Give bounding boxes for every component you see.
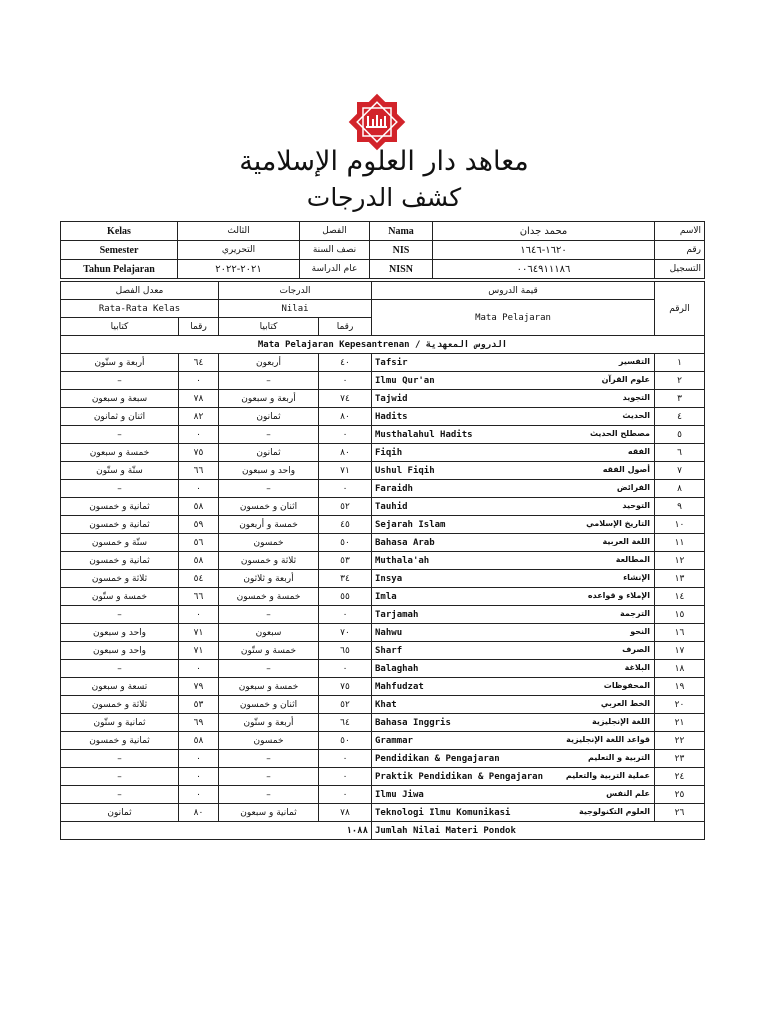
avg-words-cell: خمسة و سبعون: [61, 444, 179, 462]
grade-number-cell: ٥٣: [319, 552, 372, 570]
kelas-label: Kelas: [61, 222, 178, 241]
grade-words-cell: أربعون: [219, 354, 319, 372]
avg-number-cell: ٧٩: [179, 678, 219, 696]
table-row: [61, 696, 705, 714]
avg-words-cell: ستّة و خمسون: [61, 534, 179, 552]
row-number-cell: ٥: [655, 426, 705, 444]
subject-name-arabic: الترجمة: [620, 609, 651, 618]
table-row: [61, 498, 705, 516]
table-row: [61, 750, 705, 768]
subject-name-cell: [372, 696, 655, 714]
avg-number-cell: ٧١: [179, 642, 219, 660]
subject-name-cell: [372, 624, 655, 642]
table-row: [61, 732, 705, 750]
subject-name-latin: Ushul Fiqih: [375, 465, 435, 476]
nisn-ar-label: التسجيل: [655, 260, 705, 279]
nis-ar-label: رقم: [655, 241, 705, 260]
subject-name-latin: Ilmu Jiwa: [375, 789, 424, 800]
tahun-value: ٢٠٢١-٢٠٢٢: [178, 260, 300, 279]
grade-number-cell: ٧٥: [319, 678, 372, 696]
subject-name-arabic: الإنشاء: [623, 573, 651, 582]
subject-name-arabic: التربية و التعليم: [588, 753, 651, 762]
avg-words-cell: واحد و سبعون: [61, 642, 179, 660]
grade-number-cell: ٠: [319, 768, 372, 786]
grade-words-cell: ثمانون: [219, 444, 319, 462]
subject-name-latin: Imla: [375, 591, 397, 602]
subject-name-arabic: العلوم التكنولوجية: [578, 807, 651, 816]
avg-words-cell: ثمانية و خمسون: [61, 732, 179, 750]
grade-words-cell: أربعة و سبعون: [219, 390, 319, 408]
grade-number-cell: ٦٤: [319, 714, 372, 732]
subject-name-arabic: الفرائض: [616, 483, 651, 492]
subject-name-arabic: مصطلح الحديث: [589, 429, 651, 438]
grade-number-cell: ٧٨: [319, 804, 372, 822]
avg-number-cell: ٦٩: [179, 714, 219, 732]
grade-number-cell: ٠: [319, 660, 372, 678]
subject-name-arabic: المحفوظات: [603, 681, 651, 690]
subject-name-cell: [372, 498, 655, 516]
nama-label: Nama: [370, 222, 433, 241]
grade-words-cell: –: [219, 786, 319, 804]
row-number-cell: ١٥: [655, 606, 705, 624]
table-row: [61, 660, 705, 678]
grade-words-cell: –: [219, 426, 319, 444]
subject-name-cell: [372, 732, 655, 750]
avg-words-cell: –: [61, 660, 179, 678]
avg-words-cell: ثمانية و ستّون: [61, 714, 179, 732]
table-row: [61, 624, 705, 642]
avg-number-cell: ٠: [179, 750, 219, 768]
avg-number-cell: ٥٨: [179, 498, 219, 516]
row-number-cell: ١٨: [655, 660, 705, 678]
grade-words-cell: –: [219, 372, 319, 390]
subject-name-cell: [372, 354, 655, 372]
table-row: [61, 408, 705, 426]
page-subtitle: كشف الدرجات: [306, 183, 462, 212]
subject-name-arabic: قواعد اللغة الإنجليزية: [566, 735, 651, 744]
grade-number-cell: ٣٤: [319, 570, 372, 588]
subject-name-latin: Fiqih: [375, 447, 403, 458]
avg-words-cell: ستّة و ستّون: [61, 462, 179, 480]
row-number-cell: ٢٦: [655, 804, 705, 822]
subject-name-latin: Tafsir: [375, 357, 408, 368]
avg-words-cell: ثلاثة و خمسون: [61, 570, 179, 588]
subject-name-arabic: الإملاء و قواعده: [587, 591, 651, 600]
subject-name-arabic: عملية التربية والتعليم: [565, 771, 651, 780]
avg-number-cell: ٧٥: [179, 444, 219, 462]
grade-words-cell: ثلاثة و خمسون: [219, 552, 319, 570]
grade-number-cell: ٠: [319, 786, 372, 804]
grade-number-cell: ٧١: [319, 462, 372, 480]
grade-words-cell: –: [219, 480, 319, 498]
tahun-label: Tahun Pelajaran: [61, 260, 178, 279]
subject-name-arabic: علوم القرآن: [601, 375, 651, 384]
subject-name-latin: Bahasa Arab: [375, 537, 435, 548]
avg-words-cell: –: [61, 480, 179, 498]
row-number-cell: ٤: [655, 408, 705, 426]
grade-words-cell: خمسون: [219, 534, 319, 552]
nis-label: NIS: [370, 241, 433, 260]
grades-header: Nilai: [219, 300, 372, 318]
avg-words-cell: خمسة و ستّون: [61, 588, 179, 606]
subject-name-cell: [372, 660, 655, 678]
row-number-cell: ٣: [655, 390, 705, 408]
subject-name-arabic: المطالعة: [615, 555, 651, 564]
table-row: [61, 354, 705, 372]
class-average-header-ar: معدل الفصل: [61, 282, 219, 300]
table-row: [61, 444, 705, 462]
row-number-cell: ١٧: [655, 642, 705, 660]
subject-name-latin: Sejarah Islam: [375, 519, 446, 530]
row-number-cell: ١٣: [655, 570, 705, 588]
subject-name-cell: [372, 516, 655, 534]
avg-words-cell: –: [61, 606, 179, 624]
subject-name-arabic: التاريخ الإسلامي: [586, 519, 651, 528]
subject-header: Mata Pelajaran: [372, 300, 655, 336]
subject-name-arabic: التفسير: [618, 357, 651, 366]
avg-number-cell: ٠: [179, 426, 219, 444]
table-row: [61, 462, 705, 480]
total-value: ١٠٨٨: [61, 822, 372, 840]
subject-name-arabic: اللغة الإنجليزية: [592, 717, 651, 726]
grade-words-cell: خمسة و ستّون: [219, 642, 319, 660]
semester-value: التحريري: [178, 241, 300, 260]
table-row: [61, 570, 705, 588]
nisn-value: ٠٠٦٤٩١١١٨٦: [433, 260, 655, 279]
row-number-cell: ٢٥: [655, 786, 705, 804]
kelas-ar-label: الفصل: [300, 222, 370, 241]
grade-number-cell: ٦٥: [319, 642, 372, 660]
subject-name-cell: [372, 804, 655, 822]
grade-words-cell: خمسون: [219, 732, 319, 750]
table-row: [61, 786, 705, 804]
grade-words-cell: أربعة و ثلاثون: [219, 570, 319, 588]
avg-number-cell: ٥٨: [179, 732, 219, 750]
subject-name-cell: [372, 678, 655, 696]
subject-name-latin: Praktik Pendidikan & Pengajaran: [375, 771, 543, 782]
semester-label: Semester: [61, 241, 178, 260]
grade-words-cell: اثنان و خمسون: [219, 498, 319, 516]
subject-name-arabic: الخط العربي: [600, 699, 651, 708]
grade-number-cell: ٥٠: [319, 732, 372, 750]
subject-name-latin: Balaghah: [375, 663, 419, 674]
avg-number-cell: ٠: [179, 480, 219, 498]
grade-number-cell: ٠: [319, 372, 372, 390]
row-number-cell: ٢٠: [655, 696, 705, 714]
subject-name-cell: [372, 642, 655, 660]
subject-name-latin: Pendidikan & Pengajaran: [375, 753, 500, 764]
table-row: [61, 480, 705, 498]
nisn-label: NISN: [370, 260, 433, 279]
grade-number-cell: ٧٠: [319, 624, 372, 642]
table-row: [61, 714, 705, 732]
row-number-cell: ٢٣: [655, 750, 705, 768]
avg-number-cell: ٠: [179, 786, 219, 804]
row-number-cell: ٩: [655, 498, 705, 516]
grade-words-cell: –: [219, 768, 319, 786]
subject-name-cell: [372, 768, 655, 786]
grade-words-cell: ثمانية و سبعون: [219, 804, 319, 822]
subject-name-arabic: الفقه: [627, 447, 651, 456]
page-title: معاهد دار العلوم الإسلامية: [239, 146, 529, 177]
grade-words-cell: –: [219, 750, 319, 768]
semester-ar-label: نصف السنة: [300, 241, 370, 260]
avg-number-cell: ٥٣: [179, 696, 219, 714]
number-header-ar: الرقم: [655, 282, 705, 336]
subject-name-latin: Bahasa Inggris: [375, 717, 451, 728]
avg-number-cell: ٧١: [179, 624, 219, 642]
row-number-cell: ٦: [655, 444, 705, 462]
subject-name-latin: Insya: [375, 573, 403, 584]
grade-words-cell: أربعة و ستّون: [219, 714, 319, 732]
subject-name-latin: Ilmu Qur'an: [375, 375, 435, 386]
row-number-cell: ١٢: [655, 552, 705, 570]
subject-name-latin: Musthalahul Hadits: [375, 429, 473, 440]
table-row: [61, 534, 705, 552]
subject-name-latin: Muthala'ah: [375, 555, 430, 566]
subject-name-cell: [372, 786, 655, 804]
subject-name-arabic: التجويد: [622, 393, 651, 402]
avg-words-cell: ثمانية و خمسون: [61, 516, 179, 534]
avg-words-cell: تسعة و سبعون: [61, 678, 179, 696]
row-number-cell: ١٠: [655, 516, 705, 534]
avg-words-cell: –: [61, 372, 179, 390]
total-label: Jumlah Nilai Materi Pondok: [372, 822, 705, 840]
table-row: [61, 642, 705, 660]
grade-words-cell: خمسة و خمسون: [219, 588, 319, 606]
grades-table: [60, 281, 705, 840]
grade-number-cell: ٥٠: [319, 534, 372, 552]
subject-name-latin: Teknologi Ilmu Komunikasi: [375, 807, 511, 818]
subject-name-cell: [372, 390, 655, 408]
grade-number-cell: ٥٥: [319, 588, 372, 606]
avg-words-cell: اثنان و ثمانون: [61, 408, 179, 426]
row-number-cell: ٧: [655, 462, 705, 480]
avg-number-cell: ٥٦: [179, 534, 219, 552]
avg-number-cell: ٠: [179, 768, 219, 786]
avg-words-cell: –: [61, 750, 179, 768]
tahun-ar-label: عام الدراسة: [300, 260, 370, 279]
row-number-cell: ١٦: [655, 624, 705, 642]
avg-words-cell: سبعة و سبعون: [61, 390, 179, 408]
student-info-table: [60, 221, 705, 279]
kelas-value: الثالث: [178, 222, 300, 241]
avg-words-cell: –: [61, 426, 179, 444]
row-number-cell: ١: [655, 354, 705, 372]
row-number-cell: ٢٢: [655, 732, 705, 750]
row-number-cell: ١٤: [655, 588, 705, 606]
grade-words-cell: –: [219, 606, 319, 624]
row-number-cell: ٢: [655, 372, 705, 390]
subject-name-arabic: أصول الفقه: [602, 465, 651, 474]
subject-name-cell: [372, 480, 655, 498]
table-row: [61, 768, 705, 786]
avg-numbers-header: رقما: [179, 318, 219, 336]
grade-words-cell: خمسة و أربعون: [219, 516, 319, 534]
total-row: [61, 822, 705, 840]
grade-words-cell: خمسة و سبعون: [219, 678, 319, 696]
avg-number-cell: ٠: [179, 660, 219, 678]
table-row: [61, 552, 705, 570]
subject-name-cell: [372, 426, 655, 444]
table-row: [61, 390, 705, 408]
subject-name-latin: Tajwid: [375, 393, 408, 404]
subject-name-cell: [372, 444, 655, 462]
avg-words-cell: –: [61, 786, 179, 804]
grade-number-cell: ٤٥: [319, 516, 372, 534]
subject-name-latin: Hadits: [375, 411, 408, 422]
avg-words-cell: ثمانون: [61, 804, 179, 822]
grades-header-ar: الدرجات: [219, 282, 372, 300]
subject-name-latin: Khat: [375, 699, 397, 710]
table-row: [61, 516, 705, 534]
avg-words-cell: أربعة و ستّون: [61, 354, 179, 372]
avg-number-cell: ٥٩: [179, 516, 219, 534]
subject-name-latin: Grammar: [375, 735, 413, 746]
avg-words-cell: –: [61, 768, 179, 786]
grade-words-cell: واحد و سبعون: [219, 462, 319, 480]
subject-name-cell: [372, 570, 655, 588]
table-row: [61, 678, 705, 696]
avg-number-cell: ٨٢: [179, 408, 219, 426]
row-number-cell: ٢٤: [655, 768, 705, 786]
avg-words-cell: واحد و سبعون: [61, 624, 179, 642]
nis-value: ١٦٢٠-١٦٤٦: [433, 241, 655, 260]
grade-words-header: كتابيا: [219, 318, 319, 336]
table-row: [61, 588, 705, 606]
subject-name-arabic: النحو: [630, 627, 651, 636]
class-average-header: Rata-Rata Kelas: [61, 300, 219, 318]
subject-name-cell: [372, 750, 655, 768]
grade-numbers-header: رقما: [319, 318, 372, 336]
grade-number-cell: ٠: [319, 480, 372, 498]
avg-words-cell: ثمانية و خمسون: [61, 552, 179, 570]
subject-name-latin: Tauhid: [375, 501, 408, 512]
grade-number-cell: ٠: [319, 426, 372, 444]
subject-name-cell: [372, 714, 655, 732]
subject-name-arabic: التوحيد: [622, 501, 651, 510]
avg-words-cell: ثمانية و خمسون: [61, 498, 179, 516]
avg-number-cell: ٦٦: [179, 462, 219, 480]
avg-number-cell: ٠: [179, 372, 219, 390]
avg-words-header: كتابيا: [61, 318, 179, 336]
subject-name-arabic: الصرف: [622, 645, 651, 654]
subject-name-cell: [372, 606, 655, 624]
section-label: Mata Pelajaran Kepesantrenan / الدروس المعهدية: [61, 336, 705, 354]
subject-name-arabic: الحديث: [622, 411, 651, 420]
grade-number-cell: ٠: [319, 750, 372, 768]
subject-name-latin: Nahwu: [375, 627, 403, 638]
avg-number-cell: ٥٤: [179, 570, 219, 588]
table-row: [61, 606, 705, 624]
grade-words-cell: اثنان و خمسون: [219, 696, 319, 714]
subject-name-cell: [372, 372, 655, 390]
subject-name-arabic: البلاغة: [624, 663, 651, 672]
grade-words-cell: سبعون: [219, 624, 319, 642]
grade-number-cell: ٨٠: [319, 408, 372, 426]
grade-number-cell: ٠: [319, 606, 372, 624]
nama-ar-label: الاسم: [655, 222, 705, 241]
avg-number-cell: ٦٦: [179, 588, 219, 606]
subject-name-latin: Tarjamah: [375, 609, 419, 620]
avg-number-cell: ٨٠: [179, 804, 219, 822]
row-number-cell: ٨: [655, 480, 705, 498]
subject-name-cell: [372, 408, 655, 426]
row-number-cell: ٢١: [655, 714, 705, 732]
avg-number-cell: ٠: [179, 606, 219, 624]
row-number-cell: ١١: [655, 534, 705, 552]
subject-value-header-ar: قيمة الدروس: [372, 282, 655, 300]
avg-number-cell: ٧٨: [179, 390, 219, 408]
avg-number-cell: ٥٨: [179, 552, 219, 570]
subject-name-cell: [372, 588, 655, 606]
subject-name-latin: Sharf: [375, 645, 403, 656]
grade-number-cell: ٨٠: [319, 444, 372, 462]
avg-number-cell: ٦٤: [179, 354, 219, 372]
row-number-cell: ١٩: [655, 678, 705, 696]
nama-value: محمد جدان: [433, 222, 655, 241]
avg-words-cell: ثلاثة و خمسون: [61, 696, 179, 714]
grade-number-cell: ٧٤: [319, 390, 372, 408]
grade-words-cell: ثمانون: [219, 408, 319, 426]
subject-name-cell: [372, 552, 655, 570]
grade-number-cell: ٥٢: [319, 696, 372, 714]
subject-name-arabic: علم النفس: [606, 789, 651, 798]
table-row: [61, 426, 705, 444]
table-row: [61, 372, 705, 390]
subject-name-latin: Mahfudzat: [375, 681, 424, 692]
grade-number-cell: ٤٠: [319, 354, 372, 372]
grade-words-cell: –: [219, 660, 319, 678]
subject-name-arabic: اللغة العربية: [602, 537, 651, 546]
subject-name-latin: Faraidh: [375, 483, 413, 494]
table-row: [61, 804, 705, 822]
subject-name-cell: [372, 534, 655, 552]
subject-name-cell: [372, 462, 655, 480]
grade-number-cell: ٥٢: [319, 498, 372, 516]
